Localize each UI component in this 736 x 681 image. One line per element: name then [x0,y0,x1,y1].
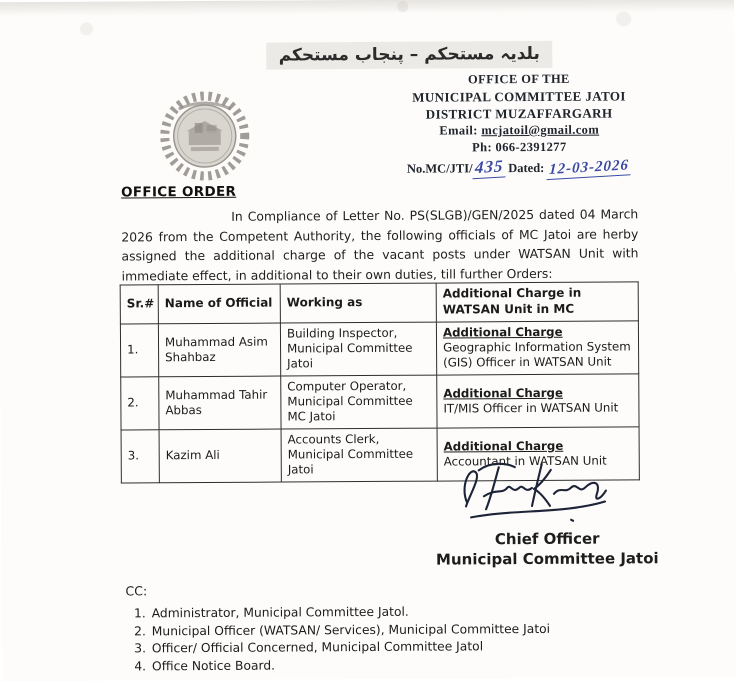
charge-title: Additional Charge [443,385,564,401]
col-header-charge: Additional Charge in WATSAN Unit in MC [436,282,638,322]
order-body-paragraph: In Compliance of Letter No. PS(SLGB)/GEN/2025 dated 04 March 2026 from the Competent Authority, the following officials of MC Jatoi are herby assigned the additional charge of the vacant posts under WATSAN Unit with immediate effect, in additional to their own duties, till further Orders: [121,206,639,284]
cell-charge [436,321,638,375]
table-header-row [120,282,638,324]
email-value: mcjatoil@gmail.com [481,122,600,138]
ref-number-handwritten: 435 [472,156,505,179]
email-label: Email: [439,123,482,138]
municipal-seal-icon [148,87,261,186]
letterhead-line2: MUNICIPAL COMMITTEE JATOI [412,88,626,105]
charge-detail: IT/MIS Officer in WATSAN Unit [443,399,619,416]
cell-sr: 3. [121,430,159,483]
dated-label: Dated: [505,160,548,176]
signatory-title: Chief Officer [494,529,600,549]
cell-sr: 2. [121,377,159,430]
office-order-heading: OFFICE ORDER [121,183,237,201]
charge-title: Additional Charge [443,438,564,454]
col-header-sr: Sr.# [120,285,158,324]
dated-value-handwritten: 12-03-2026 [547,157,632,180]
cc-item: 2. Municipal Officer (WATSAN/ Services), Municipal Committee Jatoi [150,620,650,641]
letterhead-line3: DISTRICT MUZAFFARGARH [425,105,613,122]
ref-label: No.MC/JTI/ [406,161,473,176]
cc-label: CC: [125,583,148,599]
signatory-block [399,528,695,571]
cell-working: Computer Operator, Municipal Committee MC Jatoi [281,375,437,429]
col-header-working: Working as [280,283,436,323]
cell-name: Muhammad Tahir Abbas [159,376,281,430]
cell-charge [437,374,639,428]
cc-item: 4. Office Notice Board. [150,655,650,676]
charge-detail: Accountant in WATSAN Unit [443,453,607,469]
cell-name: Muhammad Asim Shahbaz [158,323,280,377]
table-row [121,374,639,430]
cell-name: Kazim Ali [159,429,281,483]
letterhead [366,70,672,157]
cc-item: 1. Administrator, Municipal Committee Jatol. [150,602,650,623]
col-header-name: Name of Official [158,284,280,324]
cc-item: 3. Officer/ Official Concerned, Municipal Committee Jatol [150,637,650,658]
cell-sr: 1. [120,324,158,377]
letterhead-phone: Ph: 066-2391277 [472,139,567,155]
letterhead-email [367,121,672,140]
charge-title: Additional Charge [442,324,563,340]
cell-working: Building Inspector, Municipal Committee Jatoi [280,322,436,376]
cc-list [126,602,650,675]
charge-detail: Geographic Information System (GIS) Officer in WATSAN Unit [443,339,631,370]
reference-line [407,156,707,179]
signature-handwritten [453,453,623,532]
cell-working: Accounts Clerk, Municipal Committee Jatoi [281,428,437,482]
table-row [120,321,638,377]
urdu-slogan: بلدیہ مستحکم – پنجاب مستحکم [266,41,552,70]
letterhead-line1: OFFICE OF THE [467,71,570,87]
signatory-organization: Municipal Committee Jatoi [435,549,659,569]
